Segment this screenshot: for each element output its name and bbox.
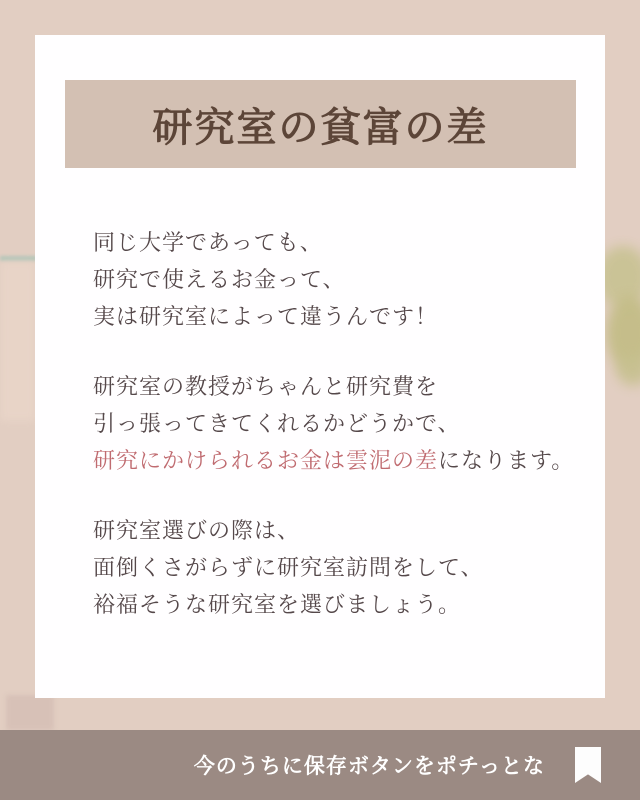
background-leaf-decoration [616, 352, 640, 386]
body-paragraph [93, 369, 593, 480]
body-text-line: 研究で使えるお金って、 [93, 268, 346, 293]
body-paragraph [93, 513, 593, 624]
body-text-line: 裕福そうな研究室を選びましょう。 [93, 593, 462, 618]
background-shelf-decoration [6, 695, 54, 730]
page-title: 研究室の貧富の差 [152, 104, 489, 151]
body-text-line: 研究室選びの際は、 [93, 519, 301, 544]
body-text-line: 研究室の教授がちゃんと研究費を [93, 375, 439, 400]
background-bottle-highlight [0, 261, 36, 421]
body-paragraph [93, 225, 593, 336]
body-text [93, 225, 593, 624]
content-card [35, 35, 605, 698]
body-text-segment: になります。 [438, 449, 575, 474]
title-banner [65, 80, 576, 168]
highlight-text: 研究にかけられるお金は雲泥の差 [93, 449, 439, 474]
body-text-line: 実は研究室によって違うんです！ [93, 305, 439, 330]
bookmark-icon [575, 747, 601, 783]
body-text-line: 引っ張ってきてくれるかどうかで、 [93, 412, 461, 437]
save-prompt-bar [0, 730, 640, 800]
body-text-line [93, 443, 593, 480]
body-text-line: 同じ大学であっても、 [93, 231, 323, 256]
body-text-line: 面倒くさがらずに研究室訪問をして、 [93, 556, 484, 581]
save-prompt-text: 今のうちに保存ボタンをポチっとな [193, 754, 545, 778]
